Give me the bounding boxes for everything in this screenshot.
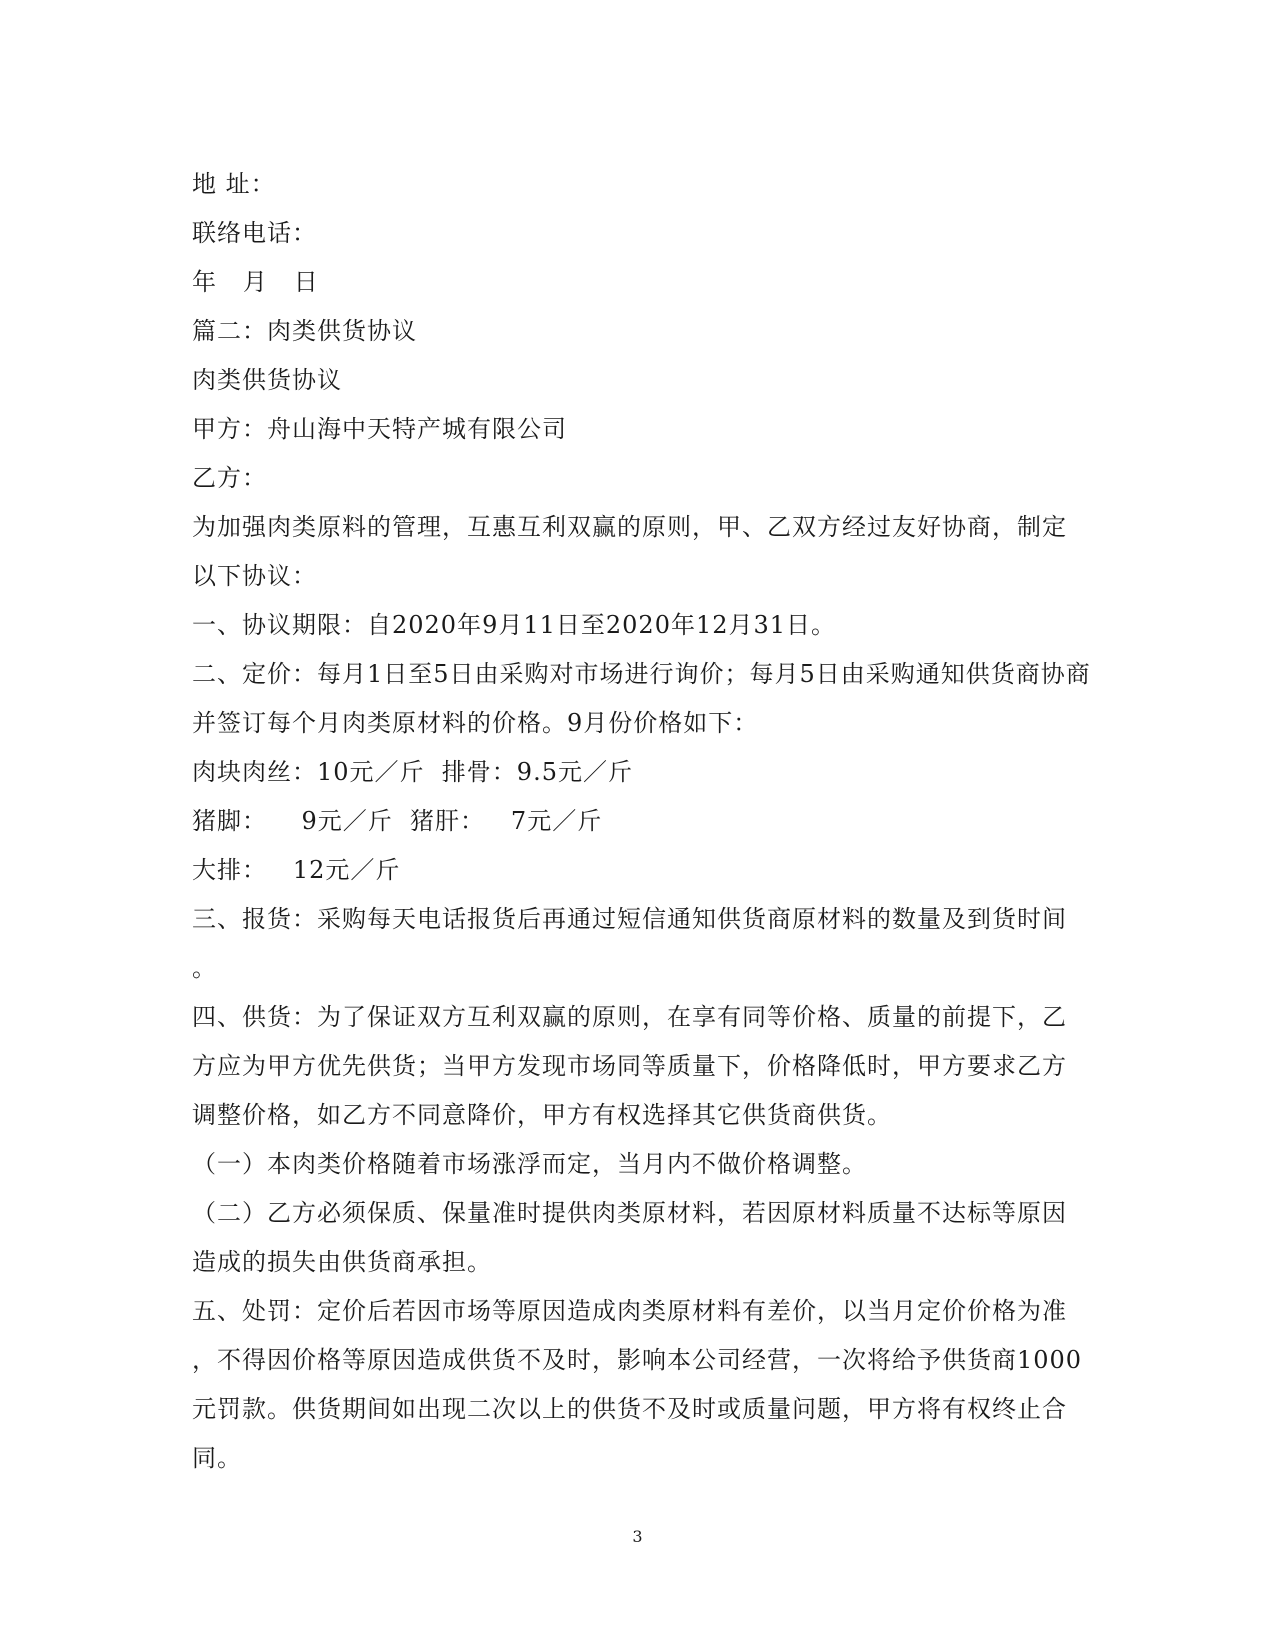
section-heading: 篇二：肉类供货协议 (192, 317, 417, 345)
paragraph-line: 以下协议： (192, 562, 317, 590)
paragraph-line: 元罚款。供货期间如出现二次以上的供货不及时或质量问题，甲方将有权终止合 (192, 1395, 1067, 1423)
paragraph-line: 方应为甲方优先供货；当甲方发现市场同等质量下，价格降低时，甲方要求乙方 (192, 1052, 1067, 1080)
document-body (192, 160, 1091, 1483)
clause-penalty-line: 五、处罚：定价后若因市场等原因造成肉类原材料有差价，以当月定价价格为准 (192, 1297, 1067, 1325)
paragraph-line: 并签订每个月肉类原材料的价格。9月份价格如下： (192, 709, 759, 737)
price-line: 大排： 12元／斤 (192, 856, 401, 884)
clause-ordering-line: 三、报货：采购每天电话报货后再通过短信通知供货商原材料的数量及到货时间 (192, 905, 1067, 933)
clause-pricing-line: 二、定价：每月1日至5日由采购对市场进行询价；每月5日由采购通知供货商协商 (192, 660, 1091, 688)
sub-clause-line: （二）乙方必须保质、保量准时提供肉类原材料，若因原材料质量不达标等原因 (192, 1199, 1067, 1227)
paragraph-line: 为加强肉类原料的管理，互惠互利双赢的原则，甲、乙双方经过友好协商，制定 (192, 513, 1067, 541)
sub-clause-line: （一）本肉类价格随着市场涨浮而定，当月内不做价格调整。 (192, 1150, 867, 1178)
phone-line: 联络电话： (192, 219, 317, 247)
price-line: 肉块肉丝：10元／斤 排骨：9.5元／斤 (192, 758, 633, 786)
clause-supply-line: 四、供货：为了保证双方互利双赢的原则，在享有同等价格、质量的前提下，乙 (192, 1003, 1067, 1031)
agreement-title: 肉类供货协议 (192, 366, 342, 394)
date-line: 年 月 日 (192, 268, 319, 296)
paragraph-line: 造成的损失由供货商承担。 (192, 1248, 492, 1276)
price-line: 猪脚： 9元／斤 猪肝： 7元／斤 (192, 807, 603, 835)
paragraph-line: 。 (192, 954, 217, 982)
paragraph-line: 调整价格，如乙方不同意降价，甲方有权选择其它供货商供货。 (192, 1101, 892, 1129)
party-a-line: 甲方：舟山海中天特产城有限公司 (192, 415, 567, 443)
clause-term-line: 一、协议期限：自2020年9月11日至2020年12月31日。 (192, 611, 837, 639)
paragraph-line: 同。 (192, 1444, 242, 1472)
paragraph-line: ，不得因价格等原因造成供货不及时，影响本公司经营，一次将给予供货商1000 (192, 1346, 1083, 1374)
address-line: 地 址： (192, 170, 276, 198)
page-number: 3 (632, 1527, 643, 1546)
party-b-line: 乙方： (192, 464, 267, 492)
